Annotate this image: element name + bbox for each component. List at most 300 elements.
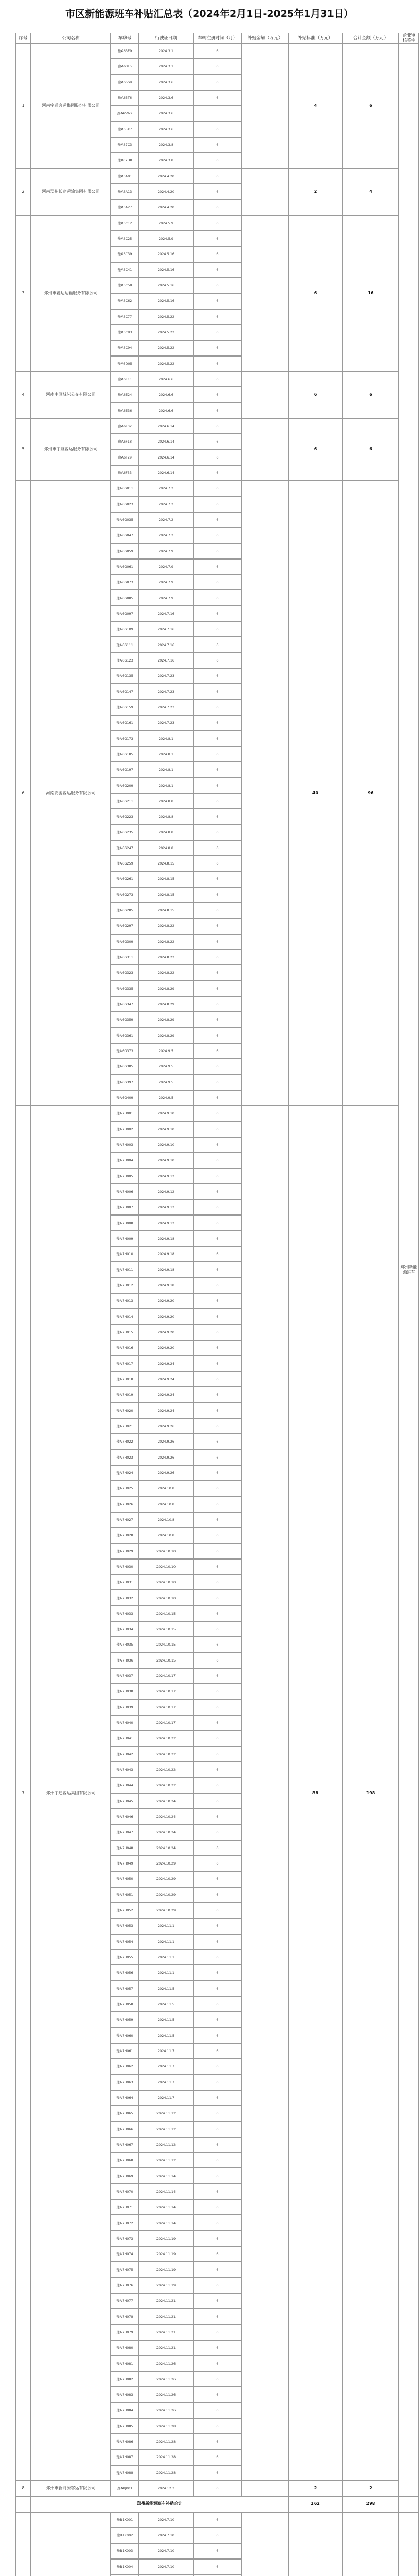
registration-months: 6 [193,1293,242,1309]
plate-number: 豫A6G259 [111,856,139,871]
license-date: 2024.10.8 [139,1481,193,1496]
registration-months: 6 [193,1918,242,1934]
plate-number: 豫A6G211 [111,793,139,809]
registration-months: 6 [193,2027,242,2043]
column-header: 企业审核签字 [399,33,419,43]
plate-number: 豫A7H059 [111,2012,139,2027]
plate-number: 豫A7H055 [111,1950,139,1965]
registration-months: 6 [193,184,242,199]
plate-number: 豫A7H010 [111,1246,139,1262]
license-date: 2024.9.10 [139,1153,193,1168]
license-date: 2024.7.10 [139,2512,193,2528]
plate-number: 豫A7H011 [111,1262,139,1277]
registration-months: 6 [193,1590,242,1605]
registration-months: 6 [193,1981,242,1996]
registration-months: 6 [193,1637,242,1652]
license-date: 2024.7.16 [139,621,193,637]
plate-number: 豫A7H063 [111,2074,139,2090]
plate-number: 豫A7H021 [111,1418,139,1434]
plate-number: 豫A7H042 [111,1747,139,1762]
license-date: 2024.9.24 [139,1371,193,1387]
license-date: 2024.9.20 [139,1340,193,1355]
registration-months: 6 [193,2528,242,2543]
license-date: 2024.6.6 [139,387,193,402]
registration-months: 6 [193,1621,242,1637]
registration-months: 6 [193,2355,242,2371]
registration-months: 6 [193,715,242,731]
registration-months: 6 [193,1168,242,1184]
registration-months: 6 [193,840,242,856]
license-date: 2024.8.1 [139,762,193,777]
registration-months: 6 [193,1543,242,1558]
registration-months: 6 [193,1465,242,1481]
registration-months: 6 [193,2246,242,2262]
license-date: 2024.6.14 [139,449,193,465]
license-date: 2024.11.1 [139,1965,193,1980]
license-date: 2024.9.26 [139,1449,193,1465]
registration-months: 6 [193,2184,242,2199]
plate-number: 豫A7H014 [111,1309,139,1324]
column-header: 合计金额（万元） [342,33,399,43]
subsidy-amount [242,215,288,371]
license-date: 2024.8.8 [139,809,193,824]
plate-number: 豫A6E36 [111,403,139,418]
registration-months: 6 [193,1012,242,1027]
plate-number: 豫A6C94 [111,340,139,355]
registration-months: 6 [193,481,242,496]
registration-months: 6 [193,1512,242,1528]
license-date: 2024.8.22 [139,950,193,965]
registration-months: 6 [193,356,242,371]
plate-number: 豫A7H073 [111,2231,139,2246]
plate-number: 豫A7H023 [111,1449,139,1465]
plate-number: 豫A6G273 [111,887,139,903]
plate-number: 豫A6G111 [111,637,139,652]
plate-number: 豫A7H071 [111,2199,139,2215]
plate-number: 豫A6F02 [111,418,139,434]
registration-months: 6 [193,293,242,309]
registration-months: 6 [193,1528,242,1543]
registration-months: 6 [193,168,242,184]
license-date: 2024.11.7 [139,2090,193,2106]
license-date: 2024.10.15 [139,1637,193,1652]
license-date: 2024.11.26 [139,2387,193,2402]
plate-number: 豫A6E11 [111,371,139,387]
license-date: 2024.5.22 [139,356,193,371]
registration-months: 6 [193,2465,242,2481]
subsidy-standard: 4 [288,43,342,168]
subsidy-standard: 6 [288,215,342,371]
registration-months: 6 [193,950,242,965]
total-amount: 6 [342,43,399,168]
plate-number: 豫A7H046 [111,1809,139,1824]
plate-number: 豫A6G397 [111,1075,139,1090]
registration-months: 6 [193,2262,242,2277]
company-name [31,2512,111,2576]
license-date: 2024.10.15 [139,1621,193,1637]
registration-months: 6 [193,1325,242,1340]
license-date: 2024.12.3 [139,2481,193,2496]
page-title: 市区新能源班车补贴汇总表（2024年2月1日-2025年1月31日） [65,8,354,20]
plate-number: 豫A6F33 [111,465,139,481]
license-date: 2024.11.5 [139,2027,193,2043]
registration-months: 6 [193,621,242,637]
license-date: 2024.11.14 [139,2184,193,2199]
total-amount: 96 [342,481,399,1106]
plate-number: 豫A6G059 [111,543,139,558]
subsidy-standard: 40 [288,481,342,1106]
subsidy-standard: 2 [288,2481,342,2496]
registration-months: 6 [193,606,242,621]
plate-number: 豫B1K001 [111,2512,139,2528]
plate-number: 豫A6G197 [111,762,139,777]
registration-months: 6 [193,700,242,715]
plate-number: 豫A7H065 [111,2106,139,2121]
license-date: 2024.3.8 [139,152,193,168]
plate-number: 豫A6G235 [111,824,139,840]
registration-months: 6 [193,1122,242,1137]
registration-months: 6 [193,2325,242,2340]
row-number: 5 [15,418,31,481]
license-date: 2024.9.10 [139,1122,193,1137]
license-date: 2024.8.29 [139,996,193,1012]
registration-months: 6 [193,1137,242,1153]
plate-number: 豫A7H029 [111,1543,139,1558]
registration-months: 6 [193,2121,242,2137]
plate-number: 豫A6G135 [111,668,139,684]
license-date: 2024.10.8 [139,1528,193,1543]
plate-number: 豫A7H037 [111,1668,139,1684]
subsidy-standard: 6 [288,418,342,481]
license-date: 2024.10.29 [139,1856,193,1871]
registration-months: 6 [193,2043,242,2059]
registration-months: 6 [193,262,242,278]
license-date: 2024.11.12 [139,2137,193,2153]
plate-number: 豫A6G185 [111,747,139,762]
plate-number: 豫B1K004 [111,2559,139,2574]
plate-number: 豫A6G023 [111,496,139,512]
registration-months: 6 [193,1184,242,1199]
registration-months: 6 [193,1856,242,1871]
registration-months: 6 [193,2387,242,2402]
registration-months: 6 [193,43,242,59]
license-date: 2024.9.20 [139,1309,193,1324]
registration-months: 6 [193,1903,242,1918]
license-date: 2024.8.15 [139,903,193,918]
license-date: 2024.10.10 [139,1574,193,1590]
registration-months: 6 [193,887,242,903]
license-date: 2024.9.24 [139,1402,193,1418]
plate-number: 豫A6G209 [111,777,139,793]
plate-number: 豫A7H057 [111,1981,139,1996]
registration-months: 6 [193,1777,242,1793]
plate-number: 豫A6G011 [111,481,139,496]
registration-months: 6 [193,1684,242,1699]
plate-number: 豫A6A01 [111,168,139,184]
license-date: 2024.10.22 [139,1777,193,1793]
registration-months: 6 [193,496,242,512]
license-date: 2024.9.18 [139,1231,193,1246]
license-date: 2024.8.29 [139,1012,193,1027]
license-date: 2024.7.10 [139,2528,193,2543]
registration-months: 6 [193,793,242,809]
registration-months: 6 [193,1934,242,1950]
registration-months: 6 [193,2371,242,2387]
license-date: 2024.11.19 [139,2231,193,2246]
plate-number: 豫A7H005 [111,1168,139,1184]
plate-number: 豫A6G097 [111,606,139,621]
registration-months: 6 [193,2402,242,2418]
row-number: 7 [15,1106,31,2481]
registration-months: 6 [193,309,242,325]
license-date: 2024.10.17 [139,1715,193,1731]
registration-months: 6 [193,1762,242,1777]
plate-number: 豫A7H049 [111,1856,139,1871]
plate-number: 豫A6G323 [111,965,139,980]
registration-months: 6 [193,465,242,481]
registration-months: 6 [193,1215,242,1231]
company-name: 郑州市宇航客运服务有限公司 [31,418,111,481]
license-date: 2024.11.7 [139,2059,193,2074]
plate-number: 豫A7H054 [111,1934,139,1950]
subsidy-amount [242,1106,288,2481]
registration-months: 5 [193,106,242,121]
plate-number: 豫A7H032 [111,1590,139,1605]
plate-number: 豫A6G297 [111,918,139,934]
plate-number: 豫A7H072 [111,2215,139,2230]
plate-number: 豫A6G085 [111,590,139,605]
registration-months: 6 [193,371,242,387]
plate-number: 豫A7H040 [111,1715,139,1731]
license-date: 2024.6.14 [139,465,193,481]
row-number: 8 [15,2481,31,2496]
license-date: 2024.8.22 [139,934,193,950]
registration-months: 6 [193,122,242,137]
license-date: 2024.9.5 [139,1043,193,1059]
registration-months: 6 [193,2418,242,2434]
row-number: 4 [15,371,31,418]
license-date: 2024.10.22 [139,1731,193,1746]
plate-number: 豫A7H001 [111,1106,139,1121]
registration-months: 6 [193,2059,242,2074]
plate-number: 豫A7H075 [111,2262,139,2277]
license-date: 2024.10.17 [139,1700,193,1715]
registration-months: 6 [193,1449,242,1465]
plate-number: 豫A7H033 [111,1606,139,1621]
company-name: 郑州市鑫达运输服务有限公司 [31,215,111,371]
registration-months: 6 [193,2231,242,2246]
plate-number: 豫A63E9 [111,43,139,59]
subsidy-amount [242,418,288,481]
license-date: 2024.11.26 [139,2402,193,2418]
registration-months: 6 [193,387,242,402]
registration-months: 6 [193,2199,242,2215]
plate-number: 豫A6G047 [111,528,139,543]
plate-number: 豫A65T6 [111,90,139,106]
registration-months: 6 [193,1606,242,1621]
registration-months: 6 [193,903,242,918]
plate-number: 豫A7H081 [111,2355,139,2371]
license-date: 2024.11.21 [139,2293,193,2309]
registration-months: 6 [193,871,242,887]
license-date: 2024.9.12 [139,1168,193,1184]
plate-number: 豫A6A27 [111,199,139,215]
license-date: 2024.8.15 [139,856,193,871]
registration-months: 6 [193,668,242,684]
registration-months: 6 [193,2074,242,2090]
license-date: 2024.8.8 [139,793,193,809]
license-date: 2024.3.1 [139,43,193,59]
registration-months: 6 [193,1840,242,1856]
license-date: 2024.4.20 [139,199,193,215]
registration-months: 6 [193,2278,242,2293]
plate-number: 豫A7H050 [111,1871,139,1887]
registration-months: 6 [193,1309,242,1324]
registration-months: 6 [193,777,242,793]
license-date: 2024.5.22 [139,325,193,340]
plate-number: 豫A7H068 [111,2153,139,2168]
registration-months: 6 [193,731,242,746]
registration-months: 6 [193,2012,242,2027]
registration-months: 6 [193,1731,242,1746]
registration-months: 6 [193,1965,242,1980]
plate-number: 豫A6G335 [111,981,139,996]
license-date: 2024.10.17 [139,1684,193,1699]
registration-months: 6 [193,1496,242,1512]
plate-number: 豫A7H027 [111,1512,139,1528]
column-header: 补贴金额（万元） [242,33,288,43]
license-date: 2024.10.10 [139,1559,193,1574]
license-date: 2024.5.9 [139,215,193,231]
subtotal-spacer [15,2496,31,2512]
registration-months: 6 [193,434,242,449]
plate-number: 豫A7H026 [111,1496,139,1512]
plate-number: 豫A7H074 [111,2246,139,2262]
plate-number: 豫A65S9 [111,75,139,90]
company-signature: 郑州新能源班车 [399,43,419,2496]
license-date: 2024.10.17 [139,1668,193,1684]
license-date: 2024.5.16 [139,262,193,278]
license-date: 2024.9.20 [139,1325,193,1340]
plate-number: 豫A6C58 [111,278,139,293]
license-date: 2024.11.28 [139,2434,193,2449]
registration-months: 6 [193,1231,242,1246]
plate-number: 豫A7H020 [111,1402,139,1418]
registration-months: 6 [193,1278,242,1293]
plate-number: 豫A7H007 [111,1199,139,1215]
plate-number: 豫A6G109 [111,621,139,637]
license-date: 2024.9.26 [139,1434,193,1449]
license-date: 2024.7.23 [139,684,193,699]
registration-months: 6 [193,856,242,871]
plate-number: 豫A6G361 [111,1028,139,1043]
license-date: 2024.11.14 [139,2199,193,2215]
registration-months: 6 [193,574,242,590]
license-date: 2024.6.6 [139,371,193,387]
license-date: 2024.10.24 [139,1809,193,1824]
license-date: 2024.10.15 [139,1606,193,1621]
registration-months: 6 [193,684,242,699]
column-header: 车辆注册时间（月） [193,33,242,43]
license-date: 2024.10.10 [139,1590,193,1605]
plate-number: 豫A6A13 [111,184,139,199]
subsidy-amount [242,2481,288,2496]
license-date: 2024.8.15 [139,887,193,903]
plate-number: 豫A7H053 [111,1918,139,1934]
license-date: 2024.10.10 [139,1543,193,1558]
license-date: 2024.10.22 [139,1747,193,1762]
registration-months: 6 [193,1481,242,1496]
license-date: 2024.7.9 [139,559,193,574]
license-date: 2024.10.24 [139,1824,193,1840]
plate-number: 豫B1K003 [111,2543,139,2558]
license-date: 2024.3.8 [139,137,193,152]
license-date: 2024.5.16 [139,246,193,262]
column-header: 序号 [15,33,31,43]
registration-months: 6 [193,2168,242,2183]
license-date: 2024.3.6 [139,90,193,106]
registration-months: 6 [193,199,242,215]
license-date: 2024.11.21 [139,2340,193,2355]
license-date: 2024.7.16 [139,653,193,668]
plate-number: 豫A7H041 [111,1731,139,1746]
registration-months: 6 [193,1950,242,1965]
registration-months: 6 [193,2543,242,2558]
plate-number: 豫A6C39 [111,246,139,262]
plate-number: 豫A6F29 [111,449,139,465]
license-date: 2024.11.21 [139,2309,193,2324]
plate-number: 豫A7H015 [111,1325,139,1340]
license-date: 2024.7.9 [139,543,193,558]
subsidy-amount [242,43,288,168]
plate-number: 豫A7H024 [111,1465,139,1481]
registration-months: 6 [193,1402,242,1418]
registration-months: 6 [193,1418,242,1434]
registration-months: 6 [193,996,242,1012]
license-date: 2024.10.22 [139,1762,193,1777]
license-date: 2024.10.8 [139,1512,193,1528]
registration-months: 6 [193,1887,242,1903]
registration-months: 6 [193,934,242,950]
subtotal-label: 郑州新能源班车补贴合计 [31,2496,288,2512]
column-header: 公司名称 [31,33,111,43]
plate-number: 豫A6G309 [111,934,139,950]
license-date: 2024.5.22 [139,340,193,355]
registration-months: 6 [193,231,242,246]
license-date: 2024.3.6 [139,75,193,90]
company-name: 河南中原城际公交有限公司 [31,371,111,418]
company-signature [399,2512,419,2576]
registration-months: 6 [193,2449,242,2465]
plate-number: 豫A7H078 [111,2309,139,2324]
plate-number: 豫A7H036 [111,1653,139,1668]
license-date: 2024.11.12 [139,2121,193,2137]
plate-number: 豫A7H034 [111,1621,139,1637]
registration-months: 6 [193,2340,242,2355]
license-date: 2024.11.12 [139,2106,193,2121]
plate-number: 豫A7H086 [111,2434,139,2449]
license-date: 2024.6.14 [139,434,193,449]
license-date: 2024.9.12 [139,1184,193,1199]
plate-number: 豫A6C83 [111,325,139,340]
total-amount: 198 [342,1106,399,2481]
company-name: 郑州市新能源客运有限公司 [31,2481,111,2496]
plate-number: 豫A7H062 [111,2059,139,2074]
license-date: 2024.9.18 [139,1262,193,1277]
plate-number: 豫A65X7 [111,122,139,137]
registration-months: 6 [193,340,242,355]
license-date: 2024.5.9 [139,231,193,246]
